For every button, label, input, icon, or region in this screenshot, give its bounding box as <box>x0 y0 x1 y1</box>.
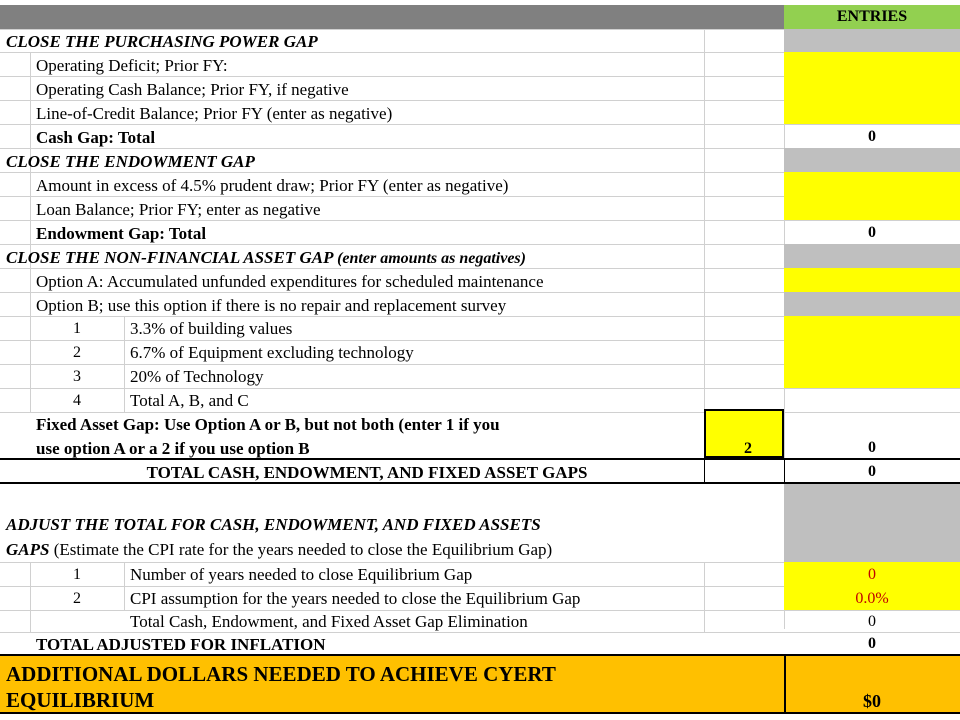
purchasing-title-entry <box>784 29 960 52</box>
entries-header <box>784 5 960 29</box>
nonfinancial-title-text: CLOSE THE NON-FINANCIAL ASSET GAP <box>6 248 333 267</box>
prudent-draw-input[interactable] <box>784 172 960 196</box>
final-row <box>0 656 960 714</box>
item-number-2: 2 <box>73 344 81 361</box>
header-bar <box>0 5 784 29</box>
loan-balance-input[interactable] <box>784 196 960 220</box>
fixed-asset-gap-label-2: use option A or a 2 if you use option B <box>36 439 310 458</box>
line-of-credit-input[interactable] <box>784 100 960 124</box>
cash-gap-total-value: 0 <box>868 128 876 145</box>
item-number-4: 4 <box>73 392 81 409</box>
equipment-input[interactable] <box>784 340 960 364</box>
technology-input[interactable] <box>784 364 960 388</box>
option-a-input[interactable] <box>784 268 960 292</box>
adjust-number-2: 2 <box>73 590 81 607</box>
cash-gap-total-label: Cash Gap: Total <box>36 128 156 147</box>
fixed-asset-option-input[interactable] <box>704 409 784 458</box>
total-adjusted-value: 0 <box>868 635 876 652</box>
prudent-draw-label: Amount in excess of 4.5% prudent draw; Prior FY (enter as negative) <box>36 176 509 195</box>
building-values-label: 3.3% of building values <box>130 319 293 338</box>
total-abc-label: Total A, B, and C <box>130 391 249 410</box>
adjust-number-1: 1 <box>73 566 81 583</box>
cpi-assumption-value: 0.0% <box>855 590 889 607</box>
gap-elimination-value: 0 <box>868 613 876 630</box>
years-needed-value: 0 <box>868 566 876 583</box>
option-b-label: Option B; use this option if there is no repair and replacement survey <box>36 296 507 315</box>
gap-elimination-label: Total Cash, Endowment, and Fixed Asset Gap Elimination <box>130 612 528 631</box>
fixed-asset-gap-value: 0 <box>868 439 876 456</box>
endowment-gap-total-value: 0 <box>868 224 876 241</box>
total-gaps-value: 0 <box>868 463 876 480</box>
endowment-title-entry <box>784 148 960 172</box>
cpi-assumption-label: CPI assumption for the years needed to close the Equilibrium Gap <box>130 589 581 608</box>
final-label-1: ADDITIONAL DOLLARS NEEDED TO ACHIEVE CYERT <box>6 662 556 686</box>
technology-label: 20% of Technology <box>130 367 264 386</box>
total-adjusted-label: TOTAL ADJUSTED FOR INFLATION <box>36 635 326 654</box>
operating-deficit-label: Operating Deficit; Prior FY: <box>36 56 228 75</box>
final-label-2: EQUILIBRIUM <box>6 688 155 712</box>
entries-header-label: ENTRIES <box>836 8 908 25</box>
cpi-assumption-input[interactable] <box>784 586 960 610</box>
adjust-note: (Estimate the CPI rate for the years needed to close the Equilibrium Gap) <box>53 540 553 559</box>
fixed-asset-gap-label-1: Fixed Asset Gap: Use Option A or B, but not both (enter 1 if you <box>36 415 500 434</box>
operating-cash-label: Operating Cash Balance; Prior FY, if negative <box>36 80 349 99</box>
option-b-entry <box>784 292 960 316</box>
total-gaps-label: TOTAL CASH, ENDOWMENT, AND FIXED ASSET GAPS <box>146 463 588 482</box>
adjust-title-1: ADJUST THE TOTAL FOR CASH, ENDOWMENT, AND FIXED ASSETS <box>6 515 541 534</box>
building-values-input[interactable] <box>784 316 960 340</box>
operating-cash-input[interactable] <box>784 76 960 100</box>
years-needed-label: Number of years needed to close Equilibrium Gap <box>130 565 473 584</box>
adjust-title-entry <box>784 484 960 562</box>
loan-balance-label: Loan Balance; Prior FY; enter as negative <box>36 200 321 219</box>
adjust-title-line-2 <box>6 541 552 558</box>
purchasing-title: CLOSE THE PURCHASING POWER GAP <box>6 32 318 51</box>
nonfinancial-title-entry <box>784 244 960 268</box>
line-of-credit-label: Line-of-Credit Balance; Prior FY (enter as negative) <box>36 104 393 123</box>
years-needed-input[interactable] <box>784 562 960 586</box>
nonfinancial-title-note: (enter amounts as negatives) <box>337 250 526 267</box>
equipment-label: 6.7% of Equipment excluding technology <box>130 343 414 362</box>
nonfinancial-title <box>6 249 526 267</box>
final-value: $0 <box>863 691 881 711</box>
item-number-1: 1 <box>73 320 81 337</box>
endowment-gap-total-label: Endowment Gap: Total <box>36 224 207 243</box>
fixed-asset-option-value: 2 <box>744 440 752 457</box>
endowment-title: CLOSE THE ENDOWMENT GAP <box>6 152 255 171</box>
option-a-label: Option A: Accumulated unfunded expenditures for scheduled maintenance <box>36 272 544 291</box>
adjust-title-2: GAPS <box>6 540 50 559</box>
item-number-3: 3 <box>73 368 81 385</box>
operating-deficit-input[interactable] <box>784 52 960 76</box>
